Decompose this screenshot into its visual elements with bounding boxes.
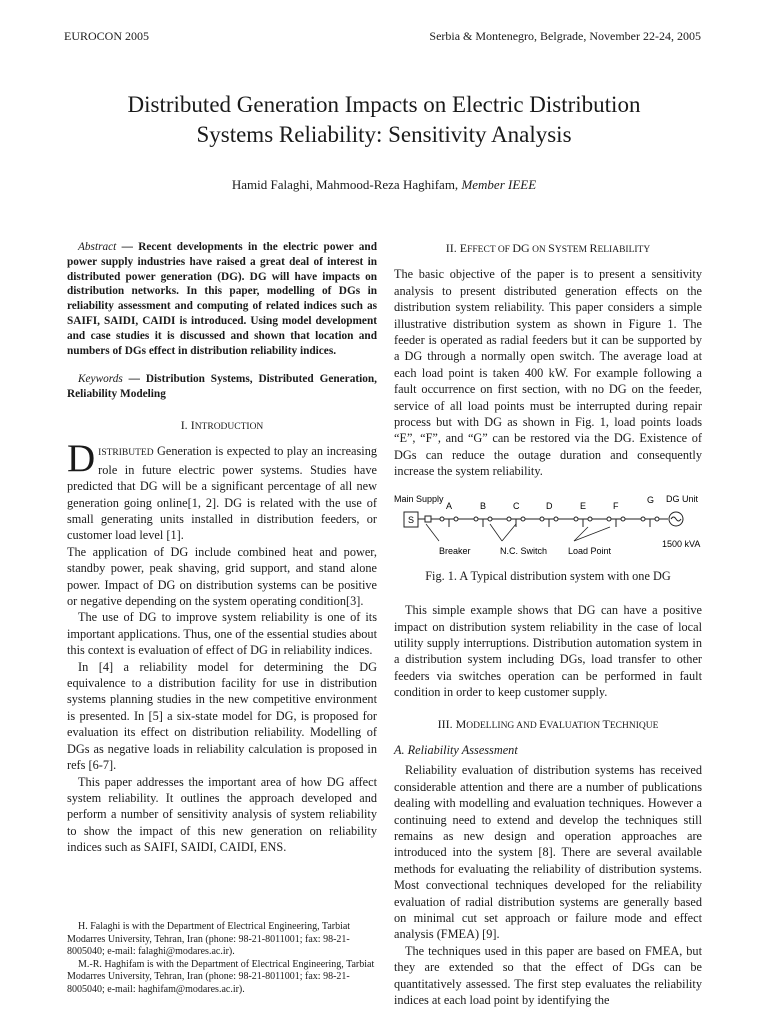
- subsection-heading-reliability-assessment: A. Reliability Assessment: [394, 742, 518, 757]
- abstract-text: — Recent developments in the electric power and power supply industries have raised a great deal of interest in distributed power generation (DG). DG will have impacts on distribution networks. In this paper, modelling of DGs in reliability assessment and computing of related indices such as SAIFI, SAIDI, CAIDI is introduced. Using model development and case studies it is discussed and shown that location and numbers of DGs effect in distribution reliability indices.: [67, 241, 377, 357]
- figure-1-caption: Fig. 1. A Typical distribution system with one DG: [425, 568, 671, 583]
- intro-paragraph-3: The use of DG to improve system reliability is one of its important applications. Thus, one of the essential studies about this context is evaluation of effect of DG in reliability indices.: [67, 610, 377, 658]
- callout-arrows: [426, 524, 610, 541]
- section2-paragraph-2: This simple example shows that DG can have a positive impact on distribution system reliability in the case of local utility supply interruptions. Distribution automation system in a distribution system including DGs, load transfer to other feeders via switches operation can be performed in fault condition in order to keep customer supply.: [394, 603, 702, 700]
- section3-paragraph-2: The techniques used in this paper are based on FMEA, but they are extended so that the effect of DGs can be quantitatively assessed. The first step evaluates the reliability indices at each load point by identifying the: [394, 943, 702, 1008]
- section3-paragraph-1: Reliability evaluation of distribution systems has received considerable attention and there are a number of publications dealing with modelling and evaluation techniques. However a continuing need to extend and develop the techniques still remains as new design and operation approaches are introduced into the system [8]. There are several available methods for evaluating the reliability of distribution systems. Most convectional techniques developed for the reliability evaluation of radial distribution systems are generally based on minimal cut set approach or failure mode and effect analysis (FMEA) [9].: [394, 763, 702, 942]
- drop-cap: D: [67, 437, 96, 481]
- intro-paragraph-1: DISTRIBUTED Generation is expected to play an increasing role in future electric power systems. Studies have predicted that DG will be a significant percentage of all new generation going online[1, 2]. DG is related with the use of small generating units installed in distribution feeders, or customer load level [1].: [67, 437, 377, 543]
- switch-10: [588, 517, 592, 521]
- node-label-e: E: [580, 500, 587, 511]
- footnote-2: M.-R. Haghifam is with the Department of Electrical Engineering, Tarbiat Modarres University, Tehran, Iran (phone: 98-21-8011001; fax: 98-21-8005040; e-mail: haghifam@modares.ac.ir).: [67, 958, 375, 995]
- switch-arrow-2: [502, 524, 516, 541]
- distribution-system-diagram: [394, 494, 702, 564]
- footnotes: [67, 921, 377, 997]
- intro-paragraph-4: In [4] a reliability model for determining the DG equivalence to a distribution facility for use in distribution systems planning studies in the new competitive environment is presented. In [5] a six-state model for DG, is proposed for evaluation its effect on distribution reliability. Modelling of DGs as negative loads in reliability calculation is proposed in refs [6-7].: [67, 659, 377, 773]
- switch-5: [507, 517, 511, 521]
- keywords-label: Keywords: [78, 373, 123, 386]
- authors: [0, 177, 768, 193]
- switch-8: [554, 517, 558, 521]
- switch-12: [621, 517, 625, 521]
- keywords-text: — Distribution Systems, Distributed Generation, Reliability Modeling: [67, 373, 377, 401]
- switch-2: [454, 517, 458, 521]
- section-heading-effect-of-dg: II. EFFECT OF DG ON SYSTEM RELIABILITY: [445, 241, 651, 255]
- dg-unit-label: DG Unit: [666, 493, 699, 504]
- section2-paragraph-1: The basic objective of the paper is to present a sensitivity analysis to present distributed generation effects on the distribution system reliability. This paper considers a simple illustrative distribution system as shown in Figure 1. The feeder is operated as radial feeders but it can be supported by a DG through a normally open switch. The average load at each load point is taken 400 kW. For example following a fault occurrence on first section, with no DG on the feeder, service of all load points must be interrupted during repair process but with DG as shown in Fig. 1, load points loads “E”, “F”, and “G” can be restored via the DG. Existence of DGs can reduce the outage duration and consequently increase the system reliability.: [394, 267, 702, 479]
- paper-title: [0, 90, 768, 150]
- switch-4: [488, 517, 492, 521]
- keywords: [67, 372, 377, 402]
- section-heading-modelling: III. MODELLING AND EVALUATION TECHNIQUE: [437, 716, 659, 731]
- breaker-arrow: [426, 524, 439, 541]
- intro-paragraph-5: This paper addresses the important area of how DG affect system reliability. It outlines the approach developed and perform a number of sensitivity analysis of system reliability to show the impact of this new generation on reliability indices such as SAIFI, SAIDI, CAIDI, ENS.: [67, 774, 377, 855]
- abstract: [67, 240, 377, 358]
- node-label-a: A: [446, 500, 453, 511]
- right-column: [394, 240, 702, 1008]
- figure-1-diagram: [394, 494, 702, 564]
- node-label-d: D: [546, 500, 553, 511]
- title-line-2: Systems Reliability: Sensitivity Analysis: [196, 122, 572, 147]
- breaker-symbol: [425, 516, 431, 522]
- dg-rating-label: 1500 kVA: [662, 538, 701, 549]
- switch-9: [574, 517, 578, 521]
- load-taps: [449, 519, 650, 527]
- load-point-label: Load Point: [568, 545, 612, 556]
- switch-14: [655, 517, 659, 521]
- node-label-b: B: [480, 500, 487, 511]
- load-arrow-2: [574, 527, 610, 541]
- main-supply-label: Main Supply: [394, 493, 444, 504]
- switch-1: [440, 517, 444, 521]
- conference-name: EUROCON 2005: [64, 29, 150, 43]
- switch-11: [607, 517, 611, 521]
- intro-paragraph-2: The application of DG include combined heat and power, standby power, peak shaving, grid support, and stand alone power. Impact of DG on distribution systems can be positive or negative depending on the system operating condition[3].: [67, 544, 377, 609]
- nc-switch-label: N.C. Switch: [500, 545, 548, 556]
- conference-location-date: Serbia & Montenegro, Belgrade, November 22-24, 2005: [429, 29, 701, 43]
- left-column: [67, 240, 377, 856]
- drop-cap-rest: ISTRIBUTED: [98, 448, 154, 459]
- abstract-label: Abstract: [78, 241, 117, 253]
- title-line-1: Distributed Generation Impacts on Electric Distribution: [127, 92, 641, 117]
- node-labels: [446, 495, 654, 511]
- node-label-c: C: [513, 500, 520, 511]
- load-arrow-1: [574, 527, 588, 541]
- footnote-1: H. Falaghi is with the Department of Electrical Engineering, Tarbiat Modarres University, Tehran, Iran (phone: 98-21-8011001; fax: 98-21-8005040; e-mail: falaghi@modares.ac.ir).: [67, 921, 351, 958]
- switch-13: [641, 517, 645, 521]
- author-membership: Member IEEE: [461, 177, 537, 192]
- author-names: Hamid Falaghi, Mahmood-Reza Haghifam,: [231, 177, 462, 192]
- node-label-f: F: [613, 500, 619, 511]
- switch-arrow-1: [490, 524, 502, 541]
- switch-3: [474, 517, 478, 521]
- breaker-label: Breaker: [439, 545, 471, 556]
- source-label: S: [408, 514, 415, 525]
- switch-7: [540, 517, 544, 521]
- section-heading-introduction: I. INTRODUCTION: [180, 417, 264, 432]
- node-label-g: G: [647, 494, 655, 505]
- switch-6: [521, 517, 525, 521]
